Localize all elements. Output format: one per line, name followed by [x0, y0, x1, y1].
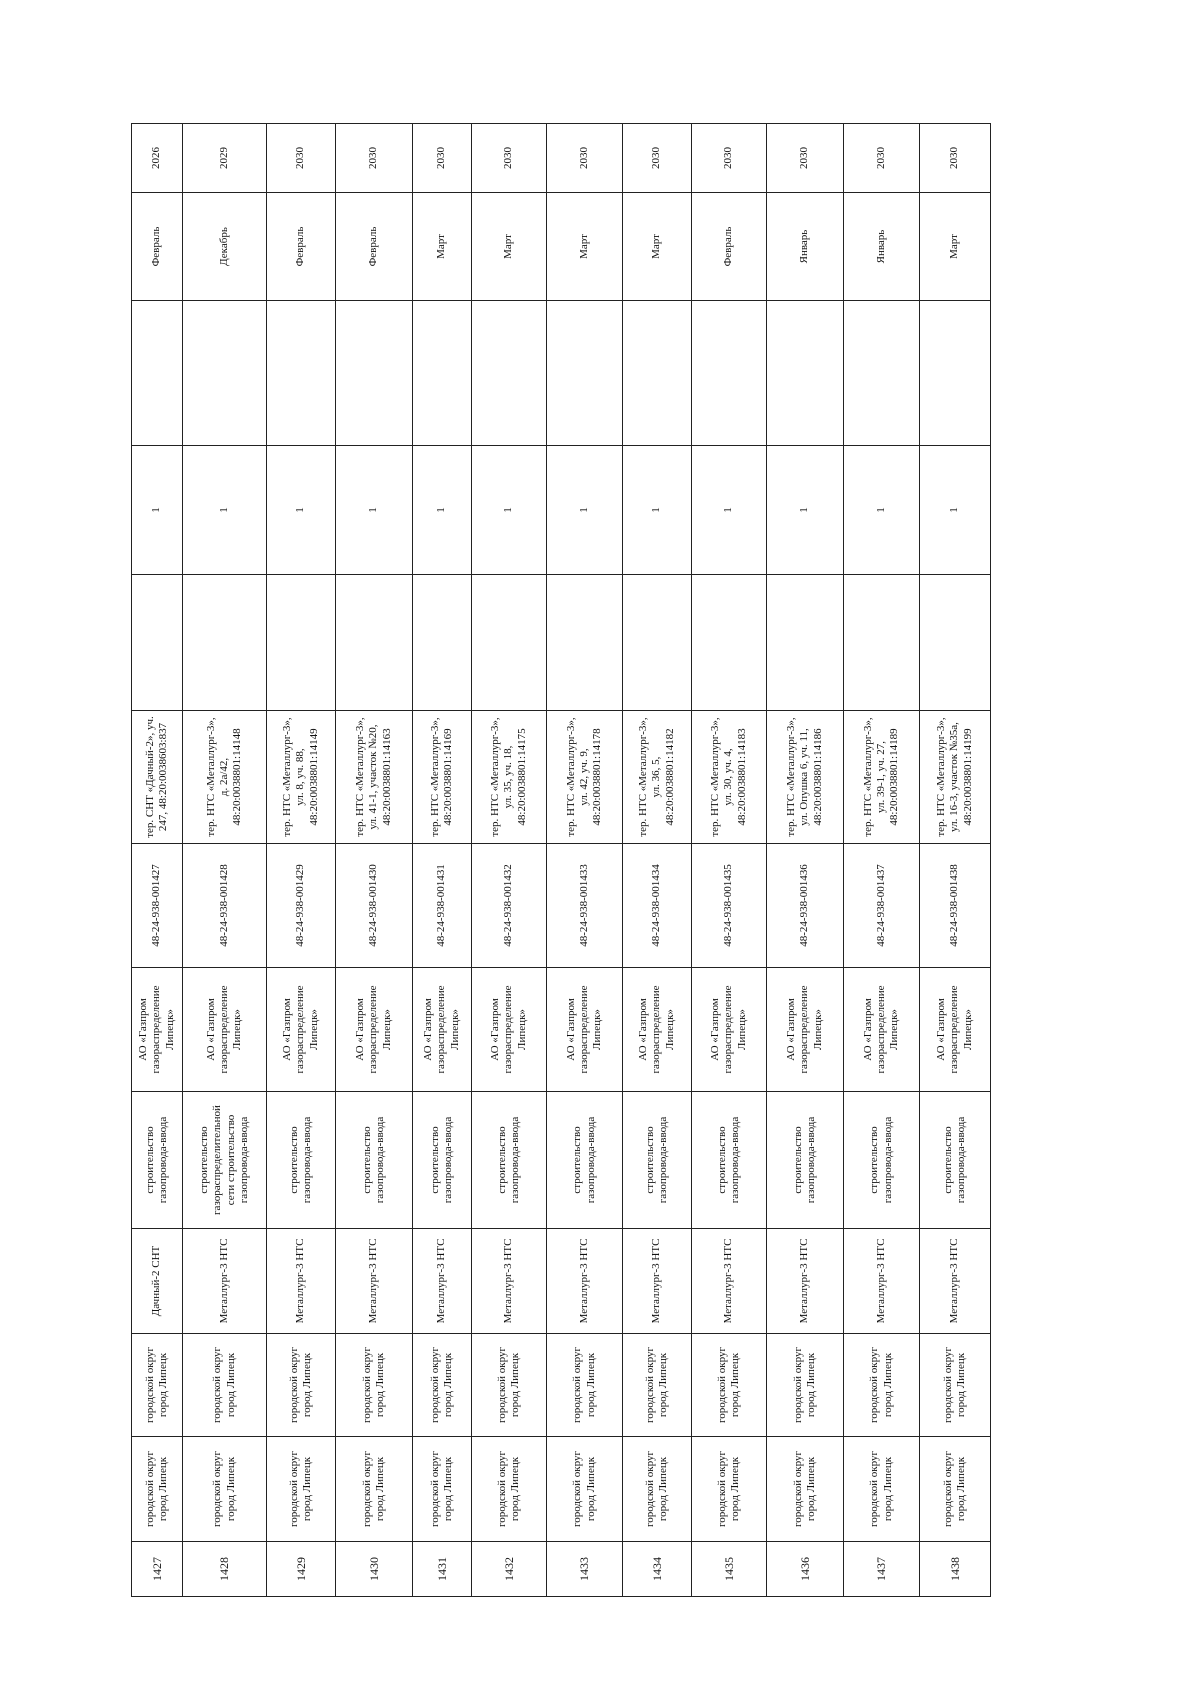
row-number: 1428 [183, 1542, 267, 1597]
settlement-cell: городской округ город Липецк [472, 1334, 547, 1437]
count-cell: 1 [920, 446, 991, 575]
table-row [336, 124, 413, 1597]
table-row [472, 124, 547, 1597]
organization-cell: АО «Газпром газораспределение Липецк» [267, 968, 336, 1092]
organization-cell: АО «Газпром газораспределение Липецк» [692, 968, 767, 1092]
count-cell: 1 [267, 446, 336, 575]
gasification-table [131, 123, 991, 1597]
empty-cell [623, 301, 692, 446]
work-type-cell: строительство газопровода-ввода [413, 1092, 472, 1229]
organization-cell: АО «Газпром газораспределение Липецк» [336, 968, 413, 1092]
empty-cell [767, 301, 844, 446]
work-type-cell: строительство газопровода-ввода [336, 1092, 413, 1229]
work-type-cell: строительство газопровода-ввода [767, 1092, 844, 1229]
object-code-cell: 48-24-938-001438 [920, 844, 991, 968]
year-cell: 2030 [267, 124, 336, 193]
settlement-cell: городской округ город Липецк [920, 1334, 991, 1437]
address-cell: тер. НТС «Металлург-3», д. 2а/42, 48:20:0038801:14148 [183, 711, 267, 844]
work-type-cell: строительство газопровода-ввода [267, 1092, 336, 1229]
object-code-cell: 48-24-938-001429 [267, 844, 336, 968]
municipality-cell: городской округ город Липецк [472, 1437, 547, 1542]
address-cell: тер. НТС «Металлург-3», 48:20:0038801:14169 [413, 711, 472, 844]
object-code-cell: 48-24-938-001432 [472, 844, 547, 968]
work-type-cell: строительство газопровода-ввода [844, 1092, 920, 1229]
address-cell: тер. НТС «Металлург-3», ул. 35, уч. 18, 48:20:0038801:14175 [472, 711, 547, 844]
row-number: 1437 [844, 1542, 920, 1597]
table-row [132, 124, 183, 1597]
month-cell: Февраль [336, 193, 413, 301]
row-number: 1438 [920, 1542, 991, 1597]
municipality-cell: городской округ город Липецк [336, 1437, 413, 1542]
month-cell: Январь [844, 193, 920, 301]
empty-cell [844, 301, 920, 446]
location-cell: Металлург-3 НТС [767, 1229, 844, 1334]
month-cell: Январь [767, 193, 844, 301]
municipality-cell: городской округ город Липецк [267, 1437, 336, 1542]
location-cell: Металлург-3 НТС [547, 1229, 623, 1334]
row-number: 1435 [692, 1542, 767, 1597]
municipality-cell: городской округ город Липецк [132, 1437, 183, 1542]
object-code-cell: 48-24-938-001435 [692, 844, 767, 968]
location-cell: Металлург-3 НТС [413, 1229, 472, 1334]
month-cell: Март [623, 193, 692, 301]
object-code-cell: 48-24-938-001436 [767, 844, 844, 968]
object-code-cell: 48-24-938-001428 [183, 844, 267, 968]
empty-cell [623, 575, 692, 711]
empty-cell [336, 301, 413, 446]
count-cell: 1 [183, 446, 267, 575]
settlement-cell: городской округ город Липецк [267, 1334, 336, 1437]
empty-cell [692, 575, 767, 711]
table-row [267, 124, 336, 1597]
municipality-cell: городской округ город Липецк [547, 1437, 623, 1542]
location-cell: Дачный-2 СНТ [132, 1229, 183, 1334]
month-cell: Февраль [267, 193, 336, 301]
count-cell: 1 [472, 446, 547, 575]
row-number: 1431 [413, 1542, 472, 1597]
object-code-cell: 48-24-938-001433 [547, 844, 623, 968]
address-cell: тер. НТС «Металлург-3», ул. 39-1, уч. 27, 48:20:0038801:14189 [844, 711, 920, 844]
settlement-cell: городской округ город Липецк [692, 1334, 767, 1437]
organization-cell: АО «Газпром газораспределение Липецк» [767, 968, 844, 1092]
settlement-cell: городской округ город Липецк [413, 1334, 472, 1437]
empty-cell [132, 575, 183, 711]
year-cell: 2030 [920, 124, 991, 193]
municipality-cell: городской округ город Липецк [920, 1437, 991, 1542]
settlement-cell: городской округ город Липецк [767, 1334, 844, 1437]
empty-cell [767, 575, 844, 711]
work-type-cell: строительство газопровода-ввода [692, 1092, 767, 1229]
object-code-cell: 48-24-938-001430 [336, 844, 413, 968]
organization-cell: АО «Газпром газораспределение Липецк» [183, 968, 267, 1092]
year-cell: 2030 [336, 124, 413, 193]
year-cell: 2030 [623, 124, 692, 193]
empty-cell [920, 301, 991, 446]
year-cell: 2026 [132, 124, 183, 193]
location-cell: Металлург-3 НТС [692, 1229, 767, 1334]
empty-cell [413, 301, 472, 446]
month-cell: Март [547, 193, 623, 301]
year-cell: 2029 [183, 124, 267, 193]
organization-cell: АО «Газпром газораспределение Липецк» [472, 968, 547, 1092]
table-row [844, 124, 920, 1597]
address-cell: тер. НТС «Металлург-3», ул. 42, уч. 9, 48:20:0038801:14178 [547, 711, 623, 844]
month-cell: Март [920, 193, 991, 301]
count-cell: 1 [767, 446, 844, 575]
address-cell: тер. НТС «Металлург-3», ул. 41-1, участок №20, 48:20:0038801:14163 [336, 711, 413, 844]
settlement-cell: городской округ город Липецк [132, 1334, 183, 1437]
year-cell: 2030 [767, 124, 844, 193]
address-cell: тер. СНТ «Дачный-2», уч. 247, 48:20:0038603:837 [132, 711, 183, 844]
table-row [623, 124, 692, 1597]
municipality-cell: городской округ город Липецк [183, 1437, 267, 1542]
empty-cell [472, 301, 547, 446]
year-cell: 2030 [472, 124, 547, 193]
object-code-cell: 48-24-938-001431 [413, 844, 472, 968]
location-cell: Металлург-3 НТС [472, 1229, 547, 1334]
object-code-cell: 48-24-938-001437 [844, 844, 920, 968]
month-cell: Март [472, 193, 547, 301]
empty-cell [267, 301, 336, 446]
municipality-cell: городской округ город Липецк [623, 1437, 692, 1542]
row-number: 1427 [132, 1542, 183, 1597]
count-cell: 1 [132, 446, 183, 575]
location-cell: Металлург-3 НТС [183, 1229, 267, 1334]
empty-cell [132, 301, 183, 446]
count-cell: 1 [623, 446, 692, 575]
organization-cell: АО «Газпром газораспределение Липецк» [547, 968, 623, 1092]
organization-cell: АО «Газпром газораспределение Липецк» [413, 968, 472, 1092]
row-number: 1433 [547, 1542, 623, 1597]
count-cell: 1 [336, 446, 413, 575]
empty-cell [472, 575, 547, 711]
address-cell: тер. НТС «Металлург-3», ул. 8, уч. 88, 48:20:0038801:14149 [267, 711, 336, 844]
empty-cell [844, 575, 920, 711]
table-row [547, 124, 623, 1597]
year-cell: 2030 [844, 124, 920, 193]
settlement-cell: городской округ город Липецк [336, 1334, 413, 1437]
municipality-cell: городской округ город Липецк [692, 1437, 767, 1542]
year-cell: 2030 [547, 124, 623, 193]
address-cell: тер. НТС «Металлург-3», ул. 16-3, участок №35а, 48:20:0038801:14199 [920, 711, 991, 844]
settlement-cell: городской округ город Липецк [623, 1334, 692, 1437]
year-cell: 2030 [413, 124, 472, 193]
municipality-cell: городской округ город Липецк [844, 1437, 920, 1542]
municipality-cell: городской округ город Липецк [767, 1437, 844, 1542]
empty-cell [336, 575, 413, 711]
count-cell: 1 [547, 446, 623, 575]
count-cell: 1 [692, 446, 767, 575]
settlement-cell: городской округ город Липецк [183, 1334, 267, 1437]
month-cell: Февраль [692, 193, 767, 301]
settlement-cell: городской округ город Липецк [547, 1334, 623, 1437]
organization-cell: АО «Газпром газораспределение Липецк» [132, 968, 183, 1092]
organization-cell: АО «Газпром газораспределение Липецк» [920, 968, 991, 1092]
empty-cell [413, 575, 472, 711]
location-cell: Металлург-3 НТС [623, 1229, 692, 1334]
count-cell: 1 [413, 446, 472, 575]
table-row [767, 124, 844, 1597]
row-number: 1430 [336, 1542, 413, 1597]
year-cell: 2030 [692, 124, 767, 193]
empty-cell [183, 301, 267, 446]
address-cell: тер. НТС «Металлург-3», ул. 36, 5, 48:20:0038801:14182 [623, 711, 692, 844]
empty-cell [692, 301, 767, 446]
row-number: 1429 [267, 1542, 336, 1597]
row-number: 1432 [472, 1542, 547, 1597]
month-cell: Февраль [132, 193, 183, 301]
count-cell: 1 [844, 446, 920, 575]
empty-cell [547, 575, 623, 711]
location-cell: Металлург-3 НТС [336, 1229, 413, 1334]
organization-cell: АО «Газпром газораспределение Липецк» [623, 968, 692, 1092]
address-cell: тер. НТС «Металлург-3», ул. Опушка 6, уч. 11, 48:20:0038801:14186 [767, 711, 844, 844]
row-number: 1436 [767, 1542, 844, 1597]
address-cell: тер. НТС «Металлург-3», ул. 30, уч. 4, 48:20:0038801:14183 [692, 711, 767, 844]
municipality-cell: городской округ город Липецк [413, 1437, 472, 1542]
empty-cell [267, 575, 336, 711]
table-row [920, 124, 991, 1597]
organization-cell: АО «Газпром газораспределение Липецк» [844, 968, 920, 1092]
object-code-cell: 48-24-938-001427 [132, 844, 183, 968]
work-type-cell: строительство газопровода-ввода [547, 1092, 623, 1229]
location-cell: Металлург-3 НТС [920, 1229, 991, 1334]
empty-cell [920, 575, 991, 711]
work-type-cell: строительство газораспределительной сети строительство газопровода-ввода [183, 1092, 267, 1229]
work-type-cell: строительство газопровода-ввода [623, 1092, 692, 1229]
month-cell: Декабрь [183, 193, 267, 301]
empty-cell [547, 301, 623, 446]
location-cell: Металлург-3 НТС [267, 1229, 336, 1334]
work-type-cell: строительство газопровода-ввода [472, 1092, 547, 1229]
settlement-cell: городской округ город Липецк [844, 1334, 920, 1437]
work-type-cell: строительство газопровода-ввода [132, 1092, 183, 1229]
object-code-cell: 48-24-938-001434 [623, 844, 692, 968]
work-type-cell: строительство газопровода-ввода [920, 1092, 991, 1229]
month-cell: Март [413, 193, 472, 301]
empty-cell [183, 575, 267, 711]
table-row [183, 124, 267, 1597]
row-number: 1434 [623, 1542, 692, 1597]
table-row [692, 124, 767, 1597]
location-cell: Металлург-3 НТС [844, 1229, 920, 1334]
table-row [413, 124, 472, 1597]
